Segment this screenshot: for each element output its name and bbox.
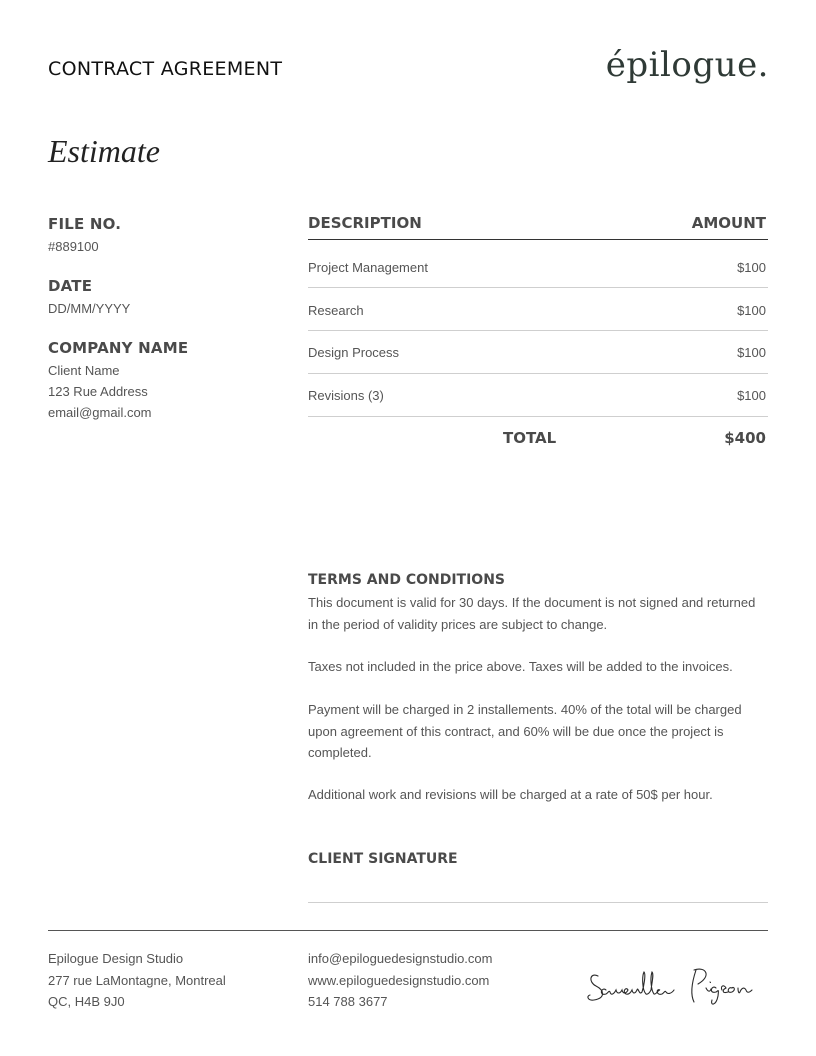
table-row-description: Project Management (308, 260, 428, 275)
row-divider (308, 287, 768, 288)
table-row-amount: $100 (737, 303, 766, 318)
client-signature-heading: CLIENT SIGNATURE (308, 851, 458, 867)
date-value: DD/MM/YYYY (48, 301, 131, 316)
total-label: TOTAL (503, 429, 557, 447)
table-row-amount: $100 (737, 388, 766, 403)
footer-divider (48, 930, 768, 931)
footer-contact (308, 948, 492, 1013)
terms-paragraph: Taxes not included in the price above. Taxes will be added to the invoices. (308, 659, 733, 674)
client-name: Client Name (48, 363, 120, 378)
studio-phone: 514 788 3677 (308, 994, 388, 1009)
footer-address (48, 948, 226, 1013)
table-row-description: Revisions (3) (308, 388, 384, 403)
studio-website[interactable]: www.epiloguedesignstudio.com (308, 972, 490, 988)
table-row-amount: $100 (737, 260, 766, 275)
row-divider (308, 330, 768, 331)
table-row-amount: $100 (737, 345, 766, 360)
row-divider (308, 373, 768, 374)
terms-paragraph: Additional work and revisions will be charged at a rate of 50$ per hour. (308, 787, 713, 802)
estimate-heading: Estimate (48, 133, 160, 169)
handwritten-signature (584, 962, 770, 1012)
description-column-header: DESCRIPTION (308, 214, 422, 232)
table-row-description: Design Process (308, 345, 400, 360)
header-divider (308, 239, 768, 240)
studio-street: 277 rue LaMontagne, Montreal (48, 972, 226, 988)
date-label: DATE (48, 277, 93, 295)
client-email: email@gmail.com (48, 405, 152, 420)
table-row-description: Research (308, 303, 364, 318)
document-title: CONTRACT AGREEMENT (48, 58, 283, 80)
client-address: 123 Rue Address (48, 384, 148, 399)
studio-city: QC, H4B 9J0 (48, 994, 125, 1009)
file-no-label: FILE NO. (48, 215, 122, 233)
total-value: $400 (724, 429, 766, 447)
company-name-label: COMPANY NAME (48, 339, 189, 357)
client-signature-line[interactable] (308, 902, 768, 903)
terms-paragraph: This document is valid for 30 days. If the document is not signed and returned in the period of validity prices are subject to change. (308, 595, 756, 632)
row-divider (308, 416, 768, 417)
epilogue-logo: épilogue. (605, 45, 769, 85)
studio-name: Epilogue Design Studio (48, 951, 184, 966)
file-no-value: #889100 (48, 239, 99, 254)
terms-paragraph: Payment will be charged in 2 installements. 40% of the total will be charged upon agreement of this contract, and 60% will be due once the project is completed. (308, 702, 742, 760)
terms-heading: TERMS AND CONDITIONS (308, 572, 506, 588)
studio-email[interactable]: info@epiloguedesignstudio.com (308, 951, 493, 966)
amount-column-header: AMOUNT (691, 214, 766, 232)
